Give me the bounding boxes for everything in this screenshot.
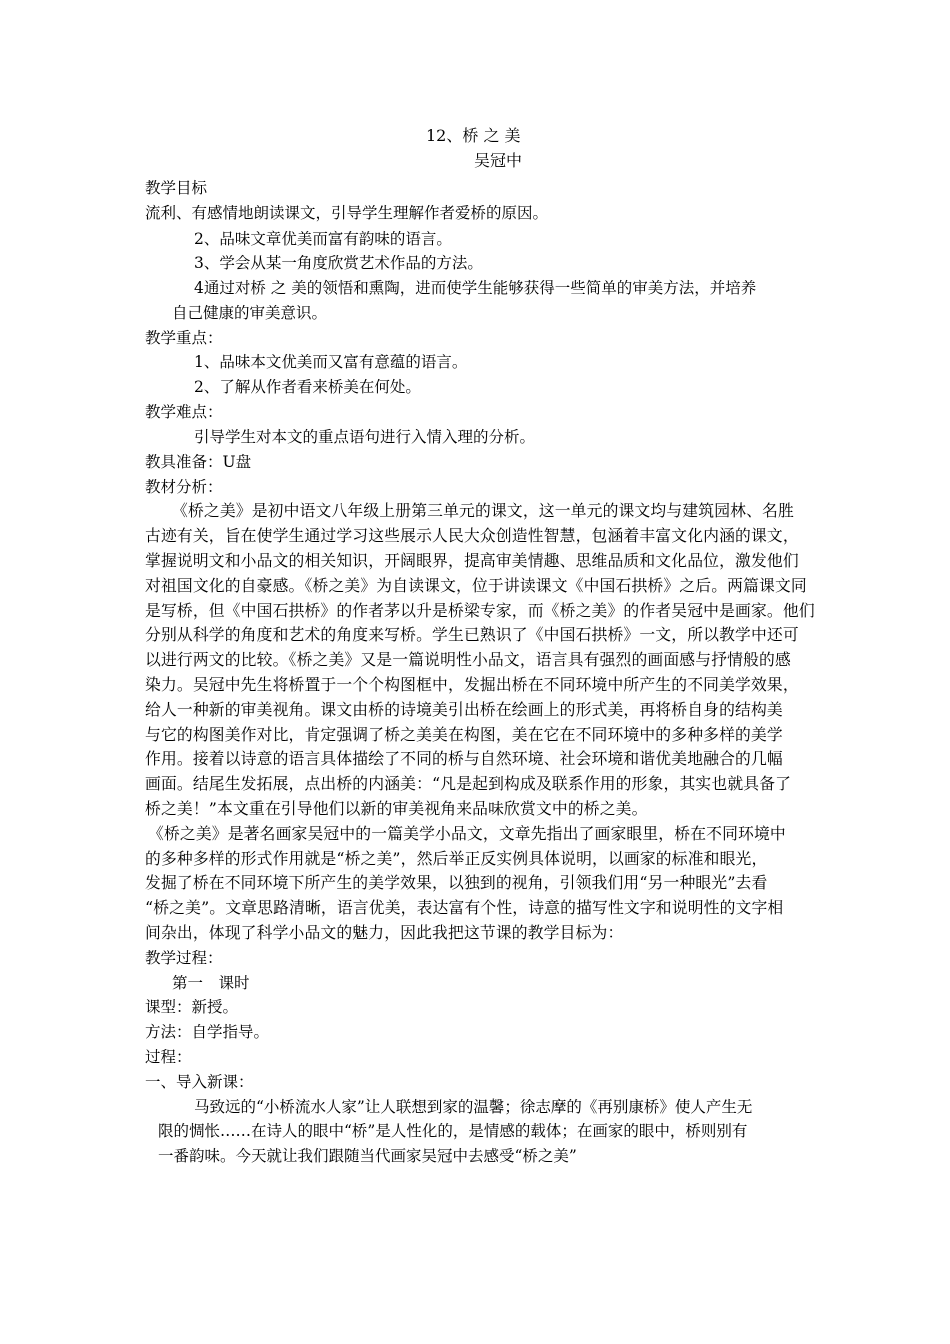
objective-item: 4通过对桥 之 美的领悟和熏陶，进而使学生能够获得一些简单的审美方法，并培养: [194, 279, 757, 297]
intro-line: 限的惆怅……在诗人的眼中“桥”是人性化的，是情感的载体；在画家的眼中，桥则别有: [158, 1122, 748, 1140]
lesson-label: 第一 课时: [172, 974, 250, 992]
analysis-line: 发掘了桥在不同环境下所产生的美学效果，以独到的视角，引领我们用“另一种眼光”去看: [145, 873, 768, 892]
objective-item: 2、品味文章优美而富有韵味的语言。: [194, 230, 452, 248]
difficulty-item: 引导学生对本文的重点语句进行入情入理的分析。: [194, 428, 536, 446]
section-heading: 一、导入新课：: [145, 1073, 254, 1091]
analysis-line: 分别从科学的角度和艺术的角度来写桥。学生已熟识了《中国石拱桥》一文，所以教学中还可: [145, 625, 799, 644]
key-point-item: 2、了解从作者看来桥美在何处。: [194, 378, 421, 396]
lesson-type: 课型：新授。: [145, 998, 239, 1016]
lesson-method: 方法：自学指导。: [145, 1023, 270, 1041]
tools-line: 教具准备：U盘: [145, 453, 252, 471]
analysis-line: 间杂出，体现了科学小品文的魅力，因此我把这节课的教学目标为：: [145, 923, 624, 942]
objective-item: 3、学会从某一角度欣赏艺术作品的方法。: [194, 254, 483, 272]
analysis-line: 给人一种新的审美视角。课文由桥的诗境美引出桥在绘画上的形式美，再将桥自身的结构美: [145, 700, 783, 719]
intro-line: 一番韵味。今天就让我们跟随当代画家吴冠中去感受“桥之美”: [158, 1147, 577, 1165]
analysis-heading: 教材分析：: [145, 478, 223, 496]
process-heading: 教学过程：: [145, 949, 223, 967]
analysis-line: 《桥之美》是著名画家吴冠中的一篇美学小品文，文章先指出了画家眼里，桥在不同环境中: [148, 824, 786, 843]
difficulties-heading: 教学难点：: [145, 403, 223, 421]
analysis-line: 画面。结尾生发拓展，点出桥的内涵美：“凡是起到构成及联系作用的形象，其实也就具备了: [145, 774, 792, 793]
author-name: 吴冠中: [474, 151, 523, 170]
objective-item: 流利、有感情地朗读课文，引导学生理解作者爱桥的原因。: [145, 204, 549, 222]
analysis-line: 与它的构图美作对比，肯定强调了桥之美美在构图，美在它在不同环境中的多种多样的美学: [145, 725, 783, 744]
analysis-line: 对祖国文化的自豪感。《桥之美》为自读课文，位于讲读课文《中国石拱桥》之后。两篇课文同: [145, 576, 807, 595]
key-points-heading: 教学重点：: [145, 329, 223, 347]
analysis-line: 作用。接着以诗意的语言具体描绘了不同的桥与自然环境、社会环境和谐优美地融合的几幅: [145, 749, 783, 768]
analysis-line: 以进行两文的比较。《桥之美》又是一篇说明性小品文，语言具有强烈的画面感与抒情般的感: [145, 650, 791, 669]
analysis-line: 古迹有关，旨在使学生通过学习这些展示人民大众创造性智慧，包涵着丰富文化内涵的课文，: [145, 526, 799, 545]
analysis-line: 掌握说明文和小品文的相关知识，开阔眼界，提高审美情趣、思维品质和文化品位，激发他们: [145, 551, 799, 570]
intro-line: 马致远的“小桥流水人家”让人联想到家的温馨；徐志摩的《再别康桥》使人产生无: [194, 1098, 753, 1116]
analysis-line: 桥之美！”本文重在引导他们以新的审美视角来品味欣赏文中的桥之美。: [145, 799, 648, 818]
key-point-item: 1、品味本文优美而又富有意蕴的语言。: [194, 353, 468, 371]
objective-item: 自己健康的审美意识。: [172, 304, 328, 322]
steps-heading: 过程：: [145, 1048, 192, 1066]
analysis-line: 是写桥，但《中国石拱桥》的作者茅以升是桥梁专家，而《桥之美》的作者吴冠中是画家。他们: [145, 601, 815, 620]
analysis-line: 染力。吴冠中先生将桥置于一个个构图框中，发掘出桥在不同环境中所产生的不同美学效果，: [145, 675, 799, 694]
analysis-line: 的多种多样的形式作用就是“桥之美”，然后举正反实例具体说明，以画家的标准和眼光，: [145, 849, 768, 868]
analysis-line: “桥之美”。文章思路清晰，语言优美，表达富有个性，诗意的描写性文字和说明性的文字相: [145, 898, 784, 917]
analysis-line: 《桥之美》是初中语文八年级上册第三单元的课文，这一单元的课文均与建筑园林、名胜: [172, 501, 794, 520]
document-title: 12、桥 之 美: [426, 126, 521, 145]
objectives-heading: 教学目标: [145, 179, 208, 197]
